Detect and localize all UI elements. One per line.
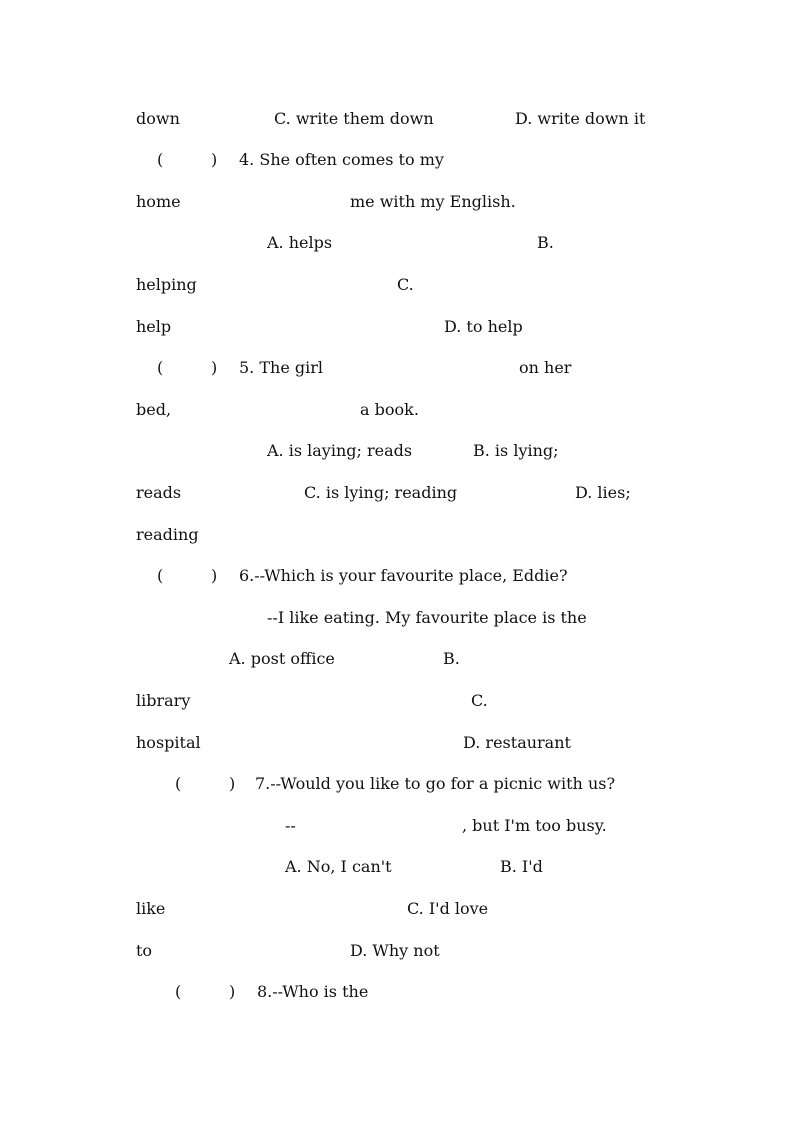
question-text: a book. [360,400,419,419]
option-d: D. restaurant [463,733,571,752]
option-c: C. [397,275,414,294]
question-text: me with my English. [350,192,516,211]
option-text: library [136,691,191,710]
option-b: B. I'd [500,857,543,876]
option-text: reading [136,525,199,544]
option-text: help [136,317,172,336]
option-text: like [136,899,166,918]
option-d: D. to help [444,317,523,336]
option-d: D. lies; [575,483,631,502]
option-text: hospital [136,733,201,752]
option-a: A. helps [267,233,333,252]
answer-paren-close: ) [211,358,218,377]
question-4-text: 4. She often comes to my [239,150,444,169]
option-text: helping [136,275,197,294]
option-text: to [136,941,153,960]
answer-paren-close: ) [211,150,218,169]
answer-paren-close: ) [229,774,236,793]
question-text: home [136,192,181,211]
question-5-text: 5. The girl [239,358,324,377]
question-text: , but I'm too busy. [462,816,607,835]
option-a: A. No, I can't [285,857,392,876]
question-7-text: 7.--Would you like to go for a picnic with us? [255,774,616,793]
option-b: B. [443,649,460,668]
answer-paren-open: ( [157,566,164,585]
option-c: C. [471,691,488,710]
question-text: bed, [136,400,172,419]
option-a: A. is laying; reads [267,441,413,460]
question-text: -- [285,816,296,835]
question-text: --I like eating. My favourite place is the [267,608,587,627]
option-d: D. Why not [350,941,440,960]
question-8-text: 8.--Who is the [257,982,369,1001]
question-6-text: 6.--Which is your favourite place, Eddie? [239,566,568,585]
option-c: C. I'd love [407,899,489,918]
answer-paren-open: ( [175,982,182,1001]
option-b: B. [537,233,554,252]
answer-paren-open: ( [157,150,164,169]
option-text: down [136,109,180,128]
answer-paren-close: ) [211,566,218,585]
answer-paren-open: ( [175,774,182,793]
option-b: B. is lying; [473,441,559,460]
option-text: reads [136,483,182,502]
option-d: D. write down it [515,109,646,128]
option-c: C. write them down [274,109,434,128]
question-text: on her [519,358,572,377]
option-c: C. is lying; reading [304,483,458,502]
option-a: A. post office [229,649,335,668]
answer-paren-close: ) [229,982,236,1001]
answer-paren-open: ( [157,358,164,377]
